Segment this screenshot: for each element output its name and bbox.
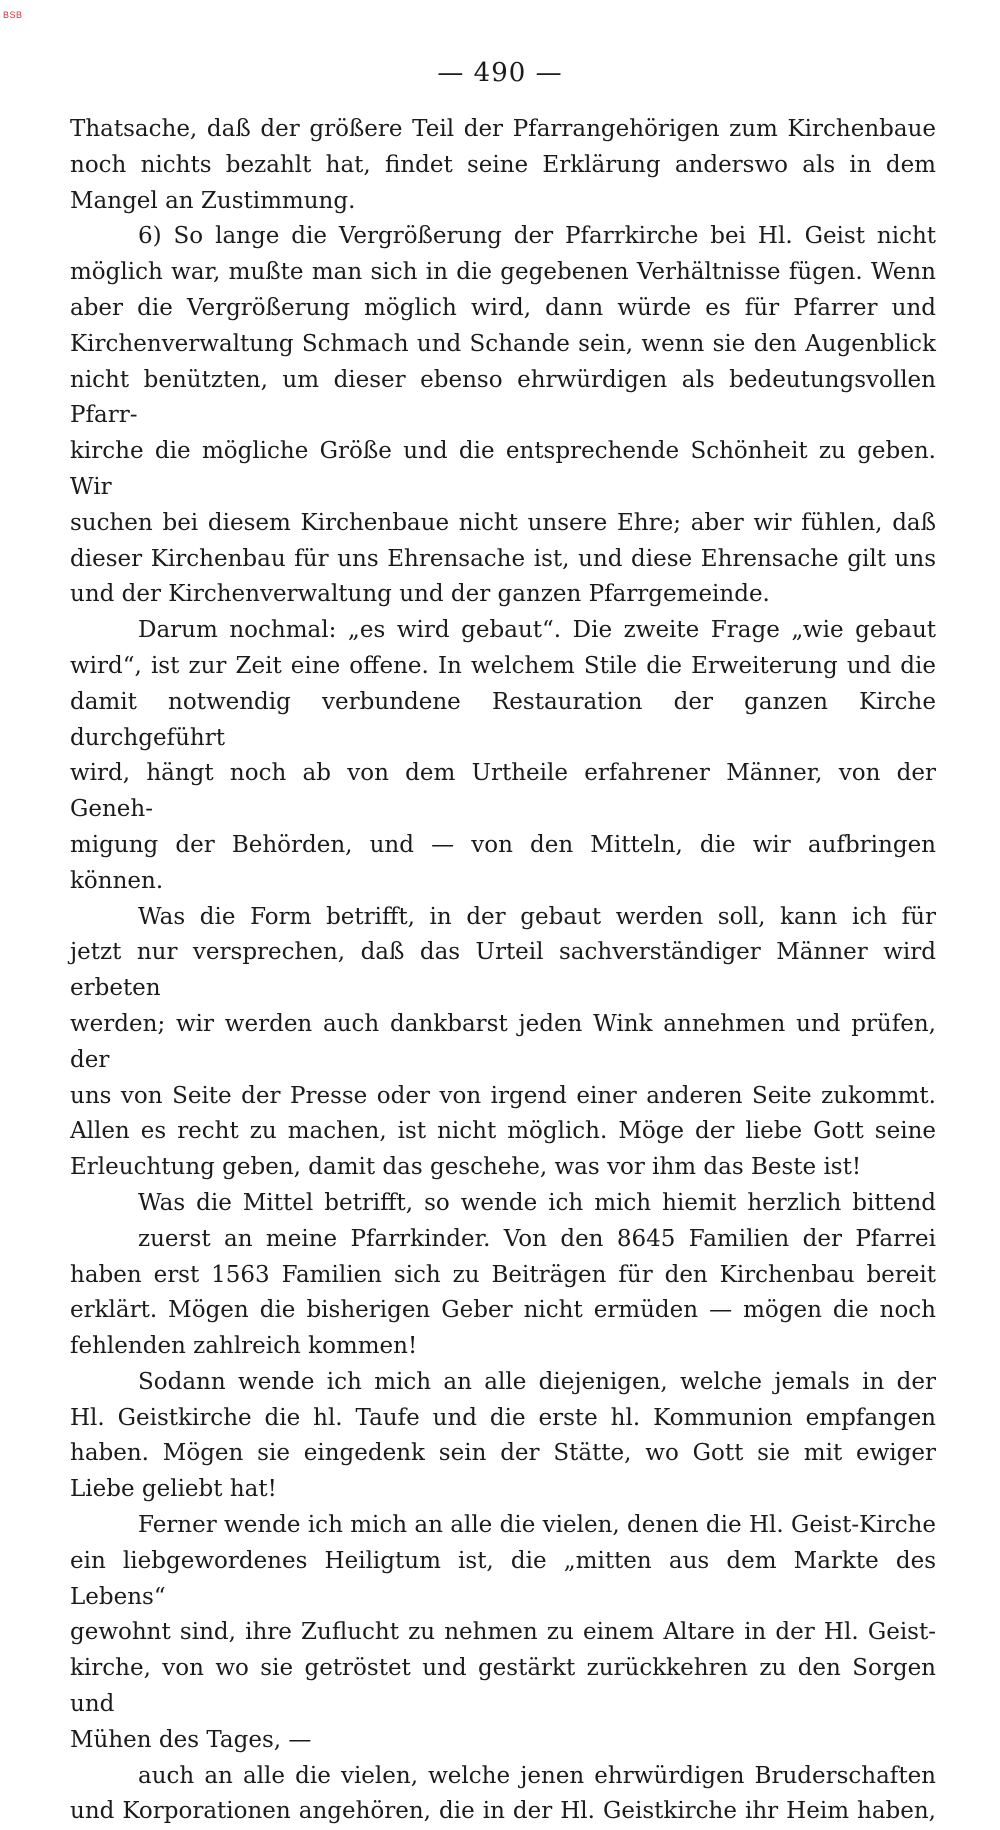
text-line: erklärt. Mögen die bisherigen Geber nicht ermüden — mögen die noch: [70, 1297, 936, 1324]
text-line: Liebe geliebt hat!: [70, 1476, 277, 1503]
text-line: werden; wir werden auch dankbarst jeden Wink annehmen und prüfen, der: [70, 1010, 936, 1073]
text-line: Mangel an Zustimmung.: [70, 187, 356, 214]
text-line: haben. Mögen sie eingedenk sein der Stätte, wo Gott sie mit ewiger: [70, 1440, 936, 1467]
text-line: kirche, von wo sie getröstet und gestärkt zurückkehren zu den Sorgen und: [70, 1655, 936, 1718]
text-line: kirche die mögliche Größe und die entsprechende Schönheit zu geben. Wir: [70, 438, 936, 500]
text-line: Was die Mittel betrifft, so wende ich mich hiemit herzlich bittend: [138, 1189, 936, 1216]
text-line: und der Kirchenverwaltung und der ganzen Pfarrgemeinde.: [70, 581, 770, 608]
page-number: — 490 —: [437, 58, 563, 88]
text-line: Mühen des Tages, —: [70, 1726, 312, 1753]
text-line: jetzt nur versprechen, daß das Urteil sachverständiger Männer wird erbeten: [70, 939, 936, 1002]
library-stamp: BSB: [3, 10, 23, 20]
text-line: nicht benützten, um dieser ebenso ehrwürdigen als bedeutungsvollen Pfarr-: [70, 366, 936, 429]
text-line: Darum nochmal: „es wird gebaut“. Die zweite Frage „wie gebaut: [138, 617, 936, 644]
text-line: noch nichts bezahlt hat, findet seine Erklärung anderswo als in dem: [70, 151, 936, 178]
text-line: auch an alle die vielen, welche jenen ehrwürdigen Bruderschaften: [138, 1762, 936, 1789]
text-line: wird, hängt noch ab von dem Urtheile erfahrener Männer, von der Geneh-: [70, 760, 936, 823]
text-line: gewohnt sind, ihre Zuflucht zu nehmen zu einem Altare in der Hl. Geist-: [70, 1619, 936, 1646]
text-line: Sodann wende ich mich an alle diejenigen, welche jemals in der: [138, 1368, 936, 1395]
text-line: migung der Behörden, und — von den Mitteln, die wir aufbringen können.: [70, 831, 936, 894]
body-text: [70, 112, 936, 1830]
text-line: Ferner wende ich mich an alle die vielen, denen die Hl. Geist-Kirche: [138, 1512, 936, 1539]
text-line: Was die Form betrifft, in der gebaut werden soll, kann ich für: [138, 903, 936, 930]
text-line: damit notwendig verbundene Restauration der ganzen Kirche durchgeführt: [70, 688, 936, 751]
text-line: und Korporationen angehören, die in der Hl. Geistkirche ihr Heim haben,: [70, 1798, 936, 1825]
text-line: uns von Seite der Presse oder von irgend einer anderen Seite zukommt.: [70, 1082, 936, 1109]
text-line: zuerst an meine Pfarrkinder. Von den 8645 Familien der Pfarrei: [138, 1225, 936, 1252]
text-line: dieser Kirchenbau für uns Ehrensache ist, und diese Ehrensache gilt uns: [70, 545, 936, 572]
text-line: Kirchenverwaltung Schmach und Schande sein, wenn sie den Augenblick: [70, 330, 936, 357]
text-line: aber die Vergrößerung möglich wird, dann würde es für Pfarrer und: [70, 294, 936, 321]
text-line: 6) So lange die Vergrößerung der Pfarrkirche bei Hl. Geist nicht: [138, 223, 936, 250]
text-line: wird“, ist zur Zeit eine offene. In welchem Stile die Erweiterung und die: [70, 652, 936, 679]
text-line: suchen bei diesem Kirchenbaue nicht unsere Ehre; aber wir fühlen, daß: [70, 509, 936, 536]
text-line: ein liebgewordenes Heiligtum ist, die „mitten aus dem Markte des Lebens“: [70, 1547, 936, 1610]
text-line: Thatsache, daß der größere Teil der Pfarrangehörigen zum Kirchenbaue: [70, 116, 936, 142]
text-line: möglich war, mußte man sich in die gegebenen Verhältnisse fügen. Wenn: [70, 259, 936, 286]
text-line: Erleuchtung geben, damit das geschehe, was vor ihm das Beste ist!: [70, 1154, 862, 1181]
text-line: fehlenden zahlreich kommen!: [70, 1333, 418, 1360]
text-line: haben erst 1563 Familien sich zu Beiträgen für den Kirchenbau bereit: [70, 1261, 936, 1288]
text-line: Hl. Geistkirche die hl. Taufe und die erste hl. Kommunion empfangen: [70, 1404, 936, 1431]
text-line: Allen es recht zu machen, ist nicht möglich. Möge der liebe Gott seine: [70, 1118, 936, 1145]
